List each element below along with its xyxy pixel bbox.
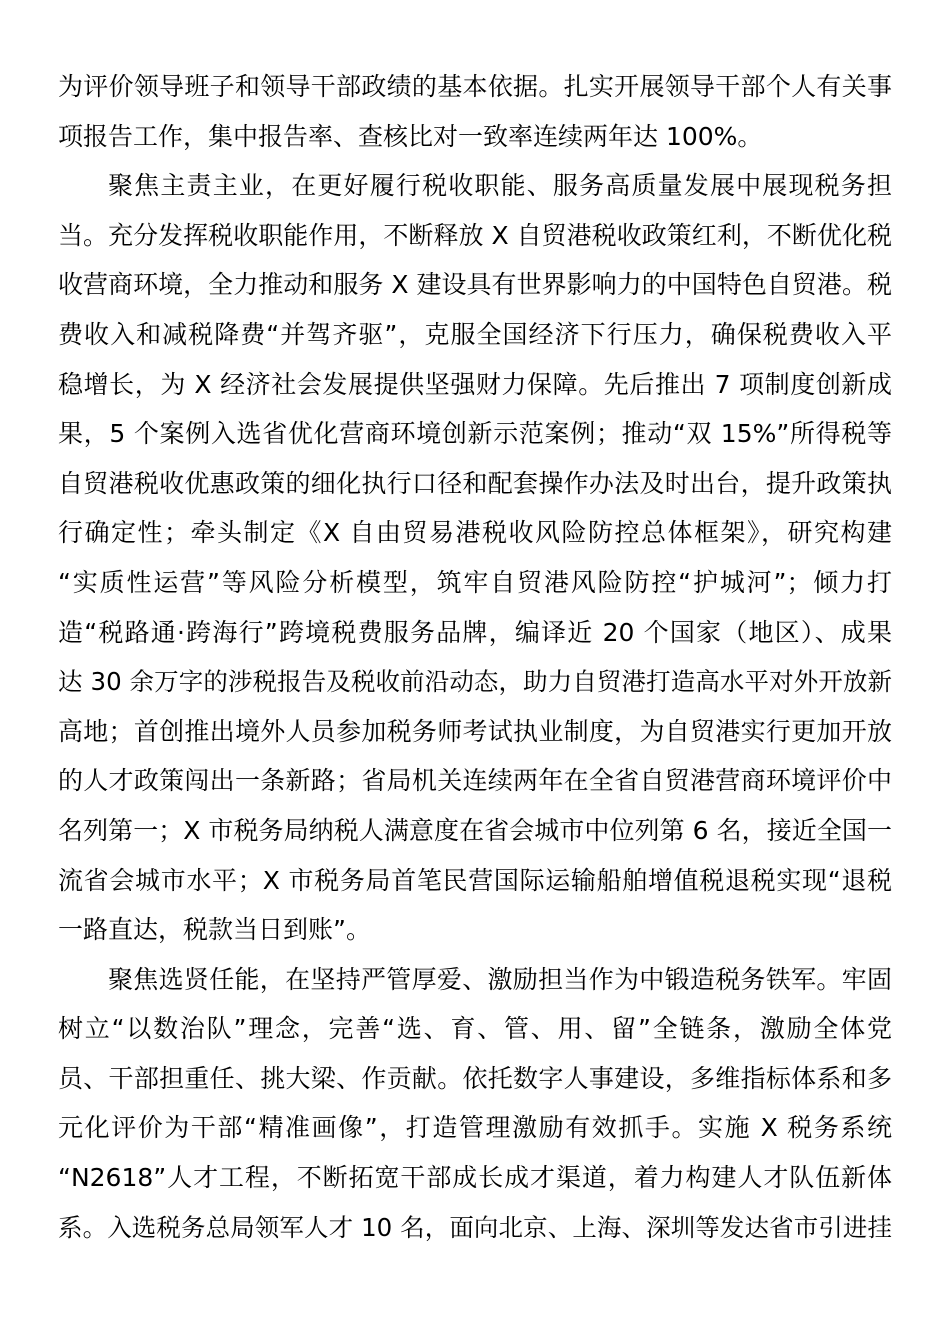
text-line: “实质性运营”等风险分析模型，筑牢自贸港风险防控“护城河”；倾力打 xyxy=(58,567,892,597)
text-line: 当。充分发挥税收职能作用，不断释放 X 自贸港税收政策红利，不断优化税 xyxy=(58,220,892,250)
text-line: 造“税路通·跨海行”跨境税费服务品牌，编译近 20 个国家（地区）、成果 xyxy=(58,617,892,647)
text-line: 自贸港税收优惠政策的细化执行口径和配套操作办法及时出台，提升政策执 xyxy=(58,468,892,498)
text-line: 流省会城市水平；X 市税务局首笔民营国际运输船舶增值税退税实现“退税 xyxy=(58,865,892,895)
text-line: 费收入和减税降费“并驾齐驱”，克服全国经济下行压力，确保税费收入平 xyxy=(58,319,892,349)
text-line: 元化评价为干部“精准画像”，打造管理激励有效抓手。实施 X 税务系统 xyxy=(58,1113,892,1143)
text-line: 员、干部担重任、挑大梁、作贡献。依托数字人事建设，多维指标体系和多 xyxy=(58,1063,892,1093)
document-body xyxy=(58,62,892,1252)
text-line: “N2618”人才工程，不断拓宽干部成长成才渠道，着力构建人才队伍新体 xyxy=(58,1163,892,1193)
text-line: 高地；首创推出境外人员参加税务师考试执业制度，为自贸港实行更加开放 xyxy=(58,716,892,746)
text-line: 为评价领导班子和领导干部政绩的基本依据。扎实开展领导干部个人有关事 xyxy=(58,72,892,101)
text-line: 名列第一；X 市税务局纳税人满意度在省会城市中位列第 6 名，接近全国一 xyxy=(58,815,892,845)
text-line: 稳增长，为 X 经济社会发展提供坚强财力保障。先后推出 7 项制度创新成 xyxy=(58,369,892,399)
text-line: 的人才政策闯出一条新路；省局机关连续两年在全省自贸港营商环境评价中 xyxy=(58,766,892,796)
text-line: 达 30 余万字的涉税报告及税收前沿动态，助力自贸港打造高水平对外开放新 xyxy=(58,667,892,697)
paragraph-first-line: 聚焦主责主业，在更好履行税收职能、服务高质量发展中展现税务担 xyxy=(108,171,892,201)
text-line: 系。入选税务总局领军人才 10 名，面向北京、上海、深圳等发达省市引进挂 xyxy=(58,1212,892,1242)
text-line: 一路直达，税款当日到账”。 xyxy=(58,915,371,945)
text-line: 收营商环境，全力推动和服务 X 建设具有世界影响力的中国特色自贸港。税 xyxy=(58,270,892,300)
text-line: 树立“以数治队”理念，完善“选、育、管、用、留”全链条，激励全体党 xyxy=(58,1014,892,1044)
text-line: 果，5 个案例入选省优化营商环境创新示范案例；推动“双 15%”所得税等 xyxy=(58,419,892,449)
paragraph-first-line: 聚焦选贤任能，在坚持严管厚爱、激励担当作为中锻造税务铁军。牢固 xyxy=(108,964,892,994)
text-line: 行确定性；牵头制定《X 自由贸易港税收风险防控总体框架》，研究构建 xyxy=(58,518,892,548)
text-line: 项报告工作，集中报告率、查核比对一致率连续两年达 100%。 xyxy=(58,121,763,151)
